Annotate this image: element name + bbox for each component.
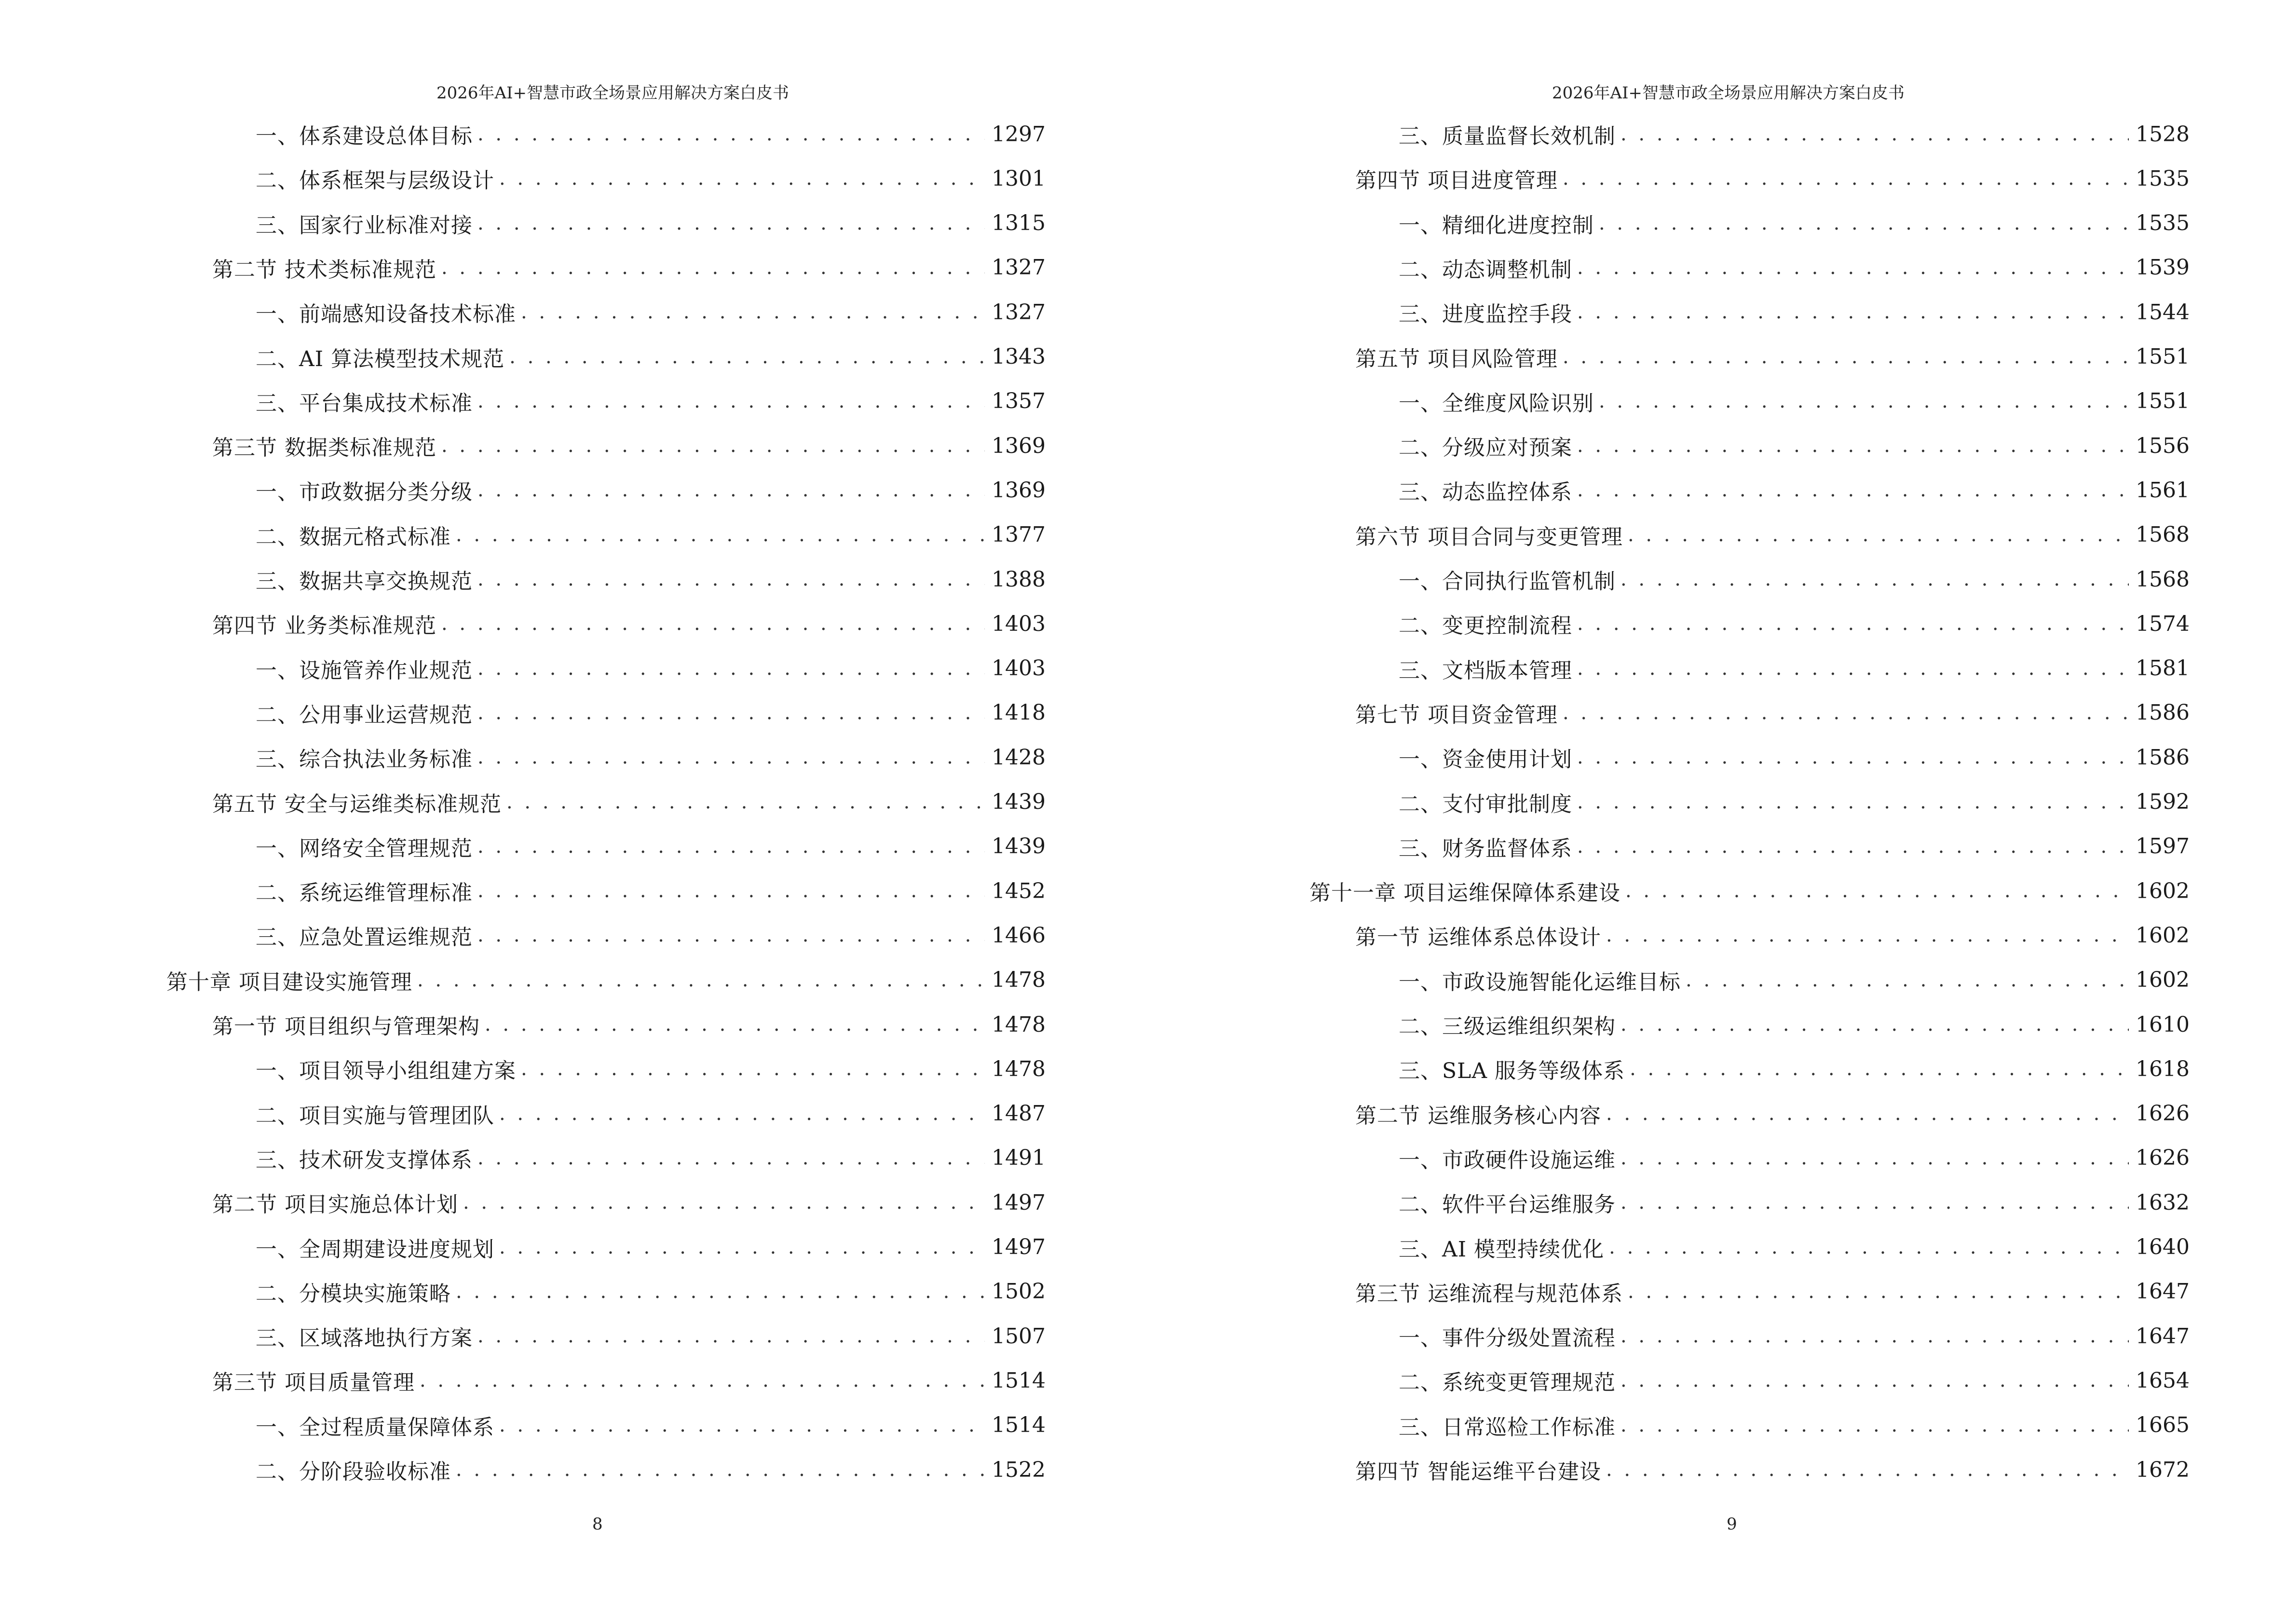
- toc-entry-title: 二、数据元格式标准: [256, 524, 451, 549]
- page-header: 2026年AI+智慧市政全场景应用解决方案白皮书: [436, 83, 789, 103]
- toc-entry-page-number: 1535: [2136, 211, 2190, 236]
- toc-entry-title: 三、文档版本管理: [1399, 658, 1572, 683]
- toc-entry[interactable]: [256, 1228, 1046, 1267]
- dot-leader: [1577, 791, 2129, 813]
- left-page: [0, 0, 1138, 1624]
- toc-entry-page-number: 1672: [2136, 1457, 2190, 1482]
- toc-entry-page-number: 1626: [2136, 1101, 2190, 1126]
- dot-leader: [1620, 1147, 2129, 1169]
- dot-leader: [477, 880, 985, 902]
- toc-entry-title: 三、进度监控手段: [1399, 302, 1572, 327]
- toc-entry-title: 第二节 项目实施总体计划: [212, 1192, 458, 1217]
- toc-entry-page-number: 1439: [992, 834, 1046, 859]
- toc-entry-title: 第六节 项目合同与变更管理: [1355, 524, 1623, 549]
- toc-entry-title: 第二节 运维服务核心内容: [1355, 1103, 1601, 1128]
- toc-entry[interactable]: [256, 1317, 1046, 1355]
- toc-entry-title: 三、国家行业标准对接: [256, 213, 473, 238]
- toc-entry[interactable]: [1399, 1228, 2190, 1267]
- toc-entry-title: 二、分阶段验收标准: [256, 1460, 451, 1484]
- toc-entry[interactable]: [1355, 159, 2190, 198]
- dot-leader: [1628, 1281, 2129, 1303]
- toc-entry-page-number: 1439: [992, 790, 1046, 814]
- dot-leader: [1577, 479, 2129, 501]
- toc-entry[interactable]: [1399, 1317, 2190, 1355]
- dot-leader: [521, 301, 985, 323]
- toc-entry[interactable]: [256, 382, 1046, 421]
- toc-entry-title: 三、SLA 服务等级体系: [1399, 1059, 1625, 1084]
- toc-entry-title: 第三节 运维流程与规范体系: [1355, 1281, 1623, 1306]
- toc-entry[interactable]: [1355, 1094, 2190, 1133]
- toc-entry[interactable]: [166, 961, 1046, 999]
- toc-entry-title: 三、财务监督体系: [1399, 836, 1572, 861]
- toc-entry-page-number: 1535: [2136, 166, 2190, 191]
- toc-entry-page-number: 1544: [2136, 300, 2190, 325]
- toc-entry[interactable]: [1399, 560, 2190, 599]
- toc-entry[interactable]: [212, 426, 1046, 465]
- toc-entry-page-number: 1369: [992, 478, 1046, 503]
- dot-leader: [1577, 746, 2129, 768]
- toc-entry-title: 三、数据共享交换规范: [256, 569, 473, 594]
- toc-entry-title: 一、精细化进度控制: [1399, 213, 1594, 238]
- toc-entry-title: 二、支付审批制度: [1399, 792, 1572, 817]
- toc-entry-title: 三、日常巡检工作标准: [1399, 1415, 1616, 1440]
- dot-leader: [1563, 702, 2129, 724]
- toc-entry[interactable]: [1399, 204, 2190, 243]
- toc-entry-page-number: 1466: [992, 923, 1046, 948]
- toc-entry[interactable]: [1399, 426, 2190, 465]
- dot-leader: [1606, 1103, 2129, 1125]
- toc-entry[interactable]: [1399, 293, 2190, 331]
- dot-leader: [477, 212, 985, 234]
- dot-leader: [499, 1103, 985, 1125]
- toc-entry[interactable]: [212, 1361, 1046, 1400]
- toc-entry-title: 第一节 运维体系总体设计: [1355, 925, 1601, 950]
- toc-entry[interactable]: [1399, 382, 2190, 421]
- toc-entry[interactable]: [256, 1272, 1046, 1311]
- toc-entry-page-number: 1377: [992, 522, 1046, 547]
- toc-entry-title: 第四节 业务类标准规范: [212, 614, 436, 639]
- dot-leader: [1577, 435, 2129, 457]
- toc-entry-page-number: 1327: [992, 255, 1046, 280]
- toc-entry-page-number: 1568: [2136, 567, 2190, 592]
- toc-entry-page-number: 1507: [992, 1324, 1046, 1349]
- toc-entry-page-number: 1528: [2136, 122, 2190, 147]
- toc-entry-page-number: 1403: [992, 656, 1046, 681]
- toc-entry-page-number: 1497: [992, 1190, 1046, 1215]
- toc-entry-page-number: 1388: [992, 567, 1046, 592]
- toc-entry-title: 二、项目实施与管理团队: [256, 1103, 494, 1128]
- dot-leader: [477, 390, 985, 412]
- toc-entry-title: 三、质量监督长效机制: [1399, 124, 1616, 149]
- toc-entry-title: 二、公用事业运营规范: [256, 702, 473, 727]
- toc-entry-page-number: 1514: [992, 1413, 1046, 1438]
- table-of-contents: [0, 0, 1138, 1624]
- toc-entry-title: 三、技术研发支撑体系: [256, 1147, 473, 1173]
- toc-entry-page-number: 1586: [2136, 700, 2190, 725]
- toc-entry[interactable]: [1399, 248, 2190, 287]
- toc-entry[interactable]: [256, 649, 1046, 688]
- toc-entry-title: 二、体系框架与层级设计: [256, 168, 494, 193]
- toc-entry-page-number: 1357: [992, 389, 1046, 414]
- toc-entry-title: 二、AI 算法模型技术规范: [256, 346, 505, 371]
- toc-entry-title: 第五节 安全与运维类标准规范: [212, 792, 502, 817]
- dot-leader: [1577, 657, 2129, 680]
- toc-entry[interactable]: [256, 738, 1046, 777]
- toc-entry-title: 一、全维度风险识别: [1399, 391, 1594, 416]
- toc-entry-page-number: 1428: [992, 745, 1046, 770]
- toc-entry-page-number: 1618: [2136, 1056, 2190, 1081]
- toc-entry-page-number: 1602: [2136, 923, 2190, 948]
- dot-leader: [477, 568, 985, 590]
- toc-entry[interactable]: [1399, 604, 2190, 643]
- toc-entry-title: 三、AI 模型持续优化: [1399, 1237, 1605, 1262]
- dot-leader: [1630, 1058, 2129, 1080]
- page-header: 2026年AI+智慧市政全场景应用解决方案白皮书: [1552, 83, 1905, 103]
- toc-entry[interactable]: [212, 248, 1046, 287]
- toc-entry-title: 第一节 项目组织与管理架构: [212, 1014, 480, 1039]
- toc-entry-title: 一、网络安全管理规范: [256, 836, 473, 861]
- dot-leader: [1599, 390, 2129, 412]
- toc-entry-title: 二、系统变更管理规范: [1399, 1370, 1616, 1395]
- toc-entry[interactable]: [256, 827, 1046, 866]
- toc-entry-page-number: 1592: [2136, 790, 2190, 814]
- toc-entry-title: 一、资金使用计划: [1399, 747, 1572, 772]
- dot-leader: [477, 1325, 985, 1347]
- toc-entry-title: 一、项目领导小组组建方案: [256, 1059, 516, 1084]
- toc-entry[interactable]: [256, 471, 1046, 509]
- toc-entry[interactable]: [1399, 1050, 2190, 1088]
- dot-leader: [441, 613, 985, 635]
- toc-entry-page-number: 1568: [2136, 522, 2190, 547]
- toc-entry-page-number: 1452: [992, 878, 1046, 903]
- toc-entry-title: 二、软件平台运维服务: [1399, 1192, 1616, 1217]
- toc-entry[interactable]: [1355, 1272, 2190, 1311]
- toc-entry[interactable]: [256, 872, 1046, 910]
- dot-leader: [1609, 1236, 2129, 1258]
- toc-entry-title: 二、动态调整机制: [1399, 257, 1572, 282]
- toc-entry[interactable]: [256, 159, 1046, 198]
- dot-leader: [1577, 835, 2129, 858]
- page-number: 9: [1727, 1515, 1737, 1534]
- toc-entry-title: 一、市政硬件设施运维: [1399, 1147, 1616, 1173]
- toc-entry[interactable]: [1355, 1450, 2190, 1489]
- dot-leader: [477, 702, 985, 724]
- toc-entry-title: 第七节 项目资金管理: [1355, 702, 1558, 727]
- toc-entry[interactable]: [1399, 649, 2190, 688]
- dot-leader: [1628, 524, 2129, 546]
- toc-entry-page-number: 1327: [992, 300, 1046, 325]
- toc-entry[interactable]: [212, 1005, 1046, 1044]
- toc-entry-page-number: 1514: [992, 1368, 1046, 1393]
- toc-entry-page-number: 1610: [2136, 1012, 2190, 1037]
- toc-entry-page-number: 1478: [992, 1056, 1046, 1081]
- toc-entry[interactable]: [256, 516, 1046, 554]
- toc-entry[interactable]: [256, 1450, 1046, 1489]
- toc-entry-title: 三、应急处置运维规范: [256, 925, 473, 950]
- toc-entry-title: 第三节 数据类标准规范: [212, 436, 436, 461]
- toc-entry-title: 二、系统运维管理标准: [256, 881, 473, 906]
- dot-leader: [477, 657, 985, 680]
- dot-leader: [477, 479, 985, 501]
- toc-entry[interactable]: [1399, 471, 2190, 509]
- toc-entry-title: 一、全过程质量保障体系: [256, 1415, 494, 1440]
- toc-entry-page-number: 1491: [992, 1146, 1046, 1171]
- toc-entry-page-number: 1497: [992, 1235, 1046, 1259]
- toc-entry-title: 第十章 项目建设实施管理: [166, 969, 412, 995]
- toc-entry[interactable]: [1399, 115, 2190, 153]
- toc-entry[interactable]: [1355, 338, 2190, 376]
- toc-entry-page-number: 1478: [992, 1012, 1046, 1037]
- toc-entry-page-number: 1301: [992, 166, 1046, 191]
- toc-entry-page-number: 1369: [992, 433, 1046, 458]
- right-page: [1138, 0, 2287, 1624]
- toc-entry-page-number: 1539: [2136, 255, 2190, 280]
- dot-leader: [441, 435, 985, 457]
- page-number: 8: [592, 1515, 603, 1534]
- dot-leader: [485, 1013, 985, 1036]
- toc-entry-page-number: 1403: [992, 611, 1046, 636]
- toc-entry-page-number: 1632: [2136, 1190, 2190, 1215]
- toc-entry-page-number: 1597: [2136, 834, 2190, 859]
- toc-entry-page-number: 1640: [2136, 1235, 2190, 1259]
- toc-entry-title: 三、区域落地执行方案: [256, 1326, 473, 1351]
- toc-entry[interactable]: [1355, 694, 2190, 732]
- toc-entry-title: 一、事件分级处置流程: [1399, 1326, 1616, 1351]
- toc-entry[interactable]: [1399, 961, 2190, 999]
- dot-leader: [1563, 346, 2129, 368]
- dot-leader: [1620, 1325, 2129, 1347]
- dot-leader: [1606, 924, 2129, 946]
- toc-entry-title: 第三节 项目质量管理: [212, 1370, 415, 1395]
- toc-entry[interactable]: [1399, 1406, 2190, 1445]
- dot-leader: [1620, 1191, 2129, 1214]
- toc-entry-page-number: 1654: [2136, 1368, 2190, 1393]
- toc-entry[interactable]: [1399, 827, 2190, 866]
- dot-leader: [477, 835, 985, 858]
- dot-leader: [1599, 212, 2129, 234]
- toc-entry[interactable]: [256, 1406, 1046, 1445]
- dot-leader: [477, 746, 985, 768]
- toc-entry-page-number: 1551: [2136, 389, 2190, 414]
- toc-entry-page-number: 1581: [2136, 656, 2190, 681]
- toc-entry[interactable]: [256, 338, 1046, 376]
- toc-entry[interactable]: [1399, 1183, 2190, 1222]
- dot-leader: [1577, 613, 2129, 635]
- toc-entry[interactable]: [1399, 738, 2190, 777]
- dot-leader: [456, 1281, 985, 1303]
- dot-leader: [417, 969, 985, 991]
- toc-entry-page-number: 1561: [2136, 478, 2190, 503]
- toc-entry[interactable]: [1309, 872, 2190, 910]
- toc-entry-title: 一、全周期建设进度规划: [256, 1237, 494, 1262]
- toc-entry[interactable]: [1399, 1005, 2190, 1044]
- dot-leader: [1577, 301, 2129, 323]
- toc-entry[interactable]: [256, 115, 1046, 153]
- dot-leader: [1620, 1369, 2129, 1392]
- dot-leader: [1686, 969, 2129, 991]
- dot-leader: [1625, 880, 2129, 902]
- toc-entry[interactable]: [212, 604, 1046, 643]
- toc-entry-page-number: 1315: [992, 211, 1046, 236]
- toc-entry-page-number: 1647: [2136, 1324, 2190, 1349]
- toc-entry-page-number: 1556: [2136, 433, 2190, 458]
- dot-leader: [499, 167, 985, 190]
- dot-leader: [420, 1369, 985, 1392]
- toc-entry-page-number: 1478: [992, 968, 1046, 993]
- toc-entry-page-number: 1602: [2136, 968, 2190, 993]
- toc-entry[interactable]: [1399, 783, 2190, 821]
- toc-entry[interactable]: [256, 694, 1046, 732]
- toc-entry[interactable]: [212, 783, 1046, 821]
- toc-entry-title: 三、动态监控体系: [1399, 480, 1572, 505]
- toc-entry-title: 一、体系建设总体目标: [256, 124, 473, 149]
- toc-entry[interactable]: [256, 1139, 1046, 1177]
- toc-entry-title: 一、市政设施智能化运维目标: [1399, 969, 1681, 995]
- table-of-contents: [1138, 0, 2287, 1624]
- toc-entry-page-number: 1602: [2136, 878, 2190, 903]
- toc-entry-title: 一、合同执行监管机制: [1399, 569, 1616, 594]
- dot-leader: [499, 1236, 985, 1258]
- toc-entry[interactable]: [256, 1050, 1046, 1088]
- toc-entry[interactable]: [256, 1094, 1046, 1133]
- toc-entry-title: 第十一章 项目运维保障体系建设: [1309, 881, 1620, 906]
- toc-entry[interactable]: [212, 1183, 1046, 1222]
- dot-leader: [1606, 1459, 2129, 1481]
- dot-leader: [456, 1459, 985, 1481]
- toc-entry-page-number: 1586: [2136, 745, 2190, 770]
- toc-entry[interactable]: [256, 293, 1046, 331]
- dot-leader: [1577, 257, 2129, 279]
- toc-entry-page-number: 1522: [992, 1457, 1046, 1482]
- toc-entry-page-number: 1647: [2136, 1279, 2190, 1304]
- dot-leader: [1620, 1013, 2129, 1036]
- dot-leader: [1620, 1414, 2129, 1436]
- toc-entry-title: 二、分模块实施策略: [256, 1281, 451, 1306]
- dot-leader: [463, 1191, 985, 1214]
- toc-entry[interactable]: [1355, 916, 2190, 955]
- dot-leader: [456, 524, 985, 546]
- toc-entry-title: 第五节 项目风险管理: [1355, 346, 1558, 371]
- toc-entry[interactable]: [256, 204, 1046, 243]
- toc-entry-page-number: 1502: [992, 1279, 1046, 1304]
- toc-entry-title: 一、前端感知设备技术标准: [256, 302, 516, 327]
- dot-leader: [477, 1147, 985, 1169]
- toc-entry[interactable]: [1355, 516, 2190, 554]
- toc-entry[interactable]: [256, 560, 1046, 599]
- toc-entry[interactable]: [1399, 1139, 2190, 1177]
- dot-leader: [477, 123, 985, 145]
- toc-entry-page-number: 1551: [2136, 344, 2190, 369]
- dot-leader: [506, 791, 985, 813]
- toc-entry-title: 一、市政数据分类分级: [256, 480, 473, 505]
- dot-leader: [1563, 167, 2129, 190]
- toc-entry-title: 二、分级应对预案: [1399, 436, 1572, 461]
- dot-leader: [477, 924, 985, 946]
- toc-entry-page-number: 1297: [992, 122, 1046, 147]
- toc-entry-page-number: 1487: [992, 1101, 1046, 1126]
- toc-entry-title: 第四节 项目进度管理: [1355, 168, 1558, 193]
- toc-entry-page-number: 1418: [992, 700, 1046, 725]
- toc-entry-title: 二、三级运维组织架构: [1399, 1014, 1616, 1039]
- toc-entry-page-number: 1626: [2136, 1146, 2190, 1171]
- dot-leader: [499, 1414, 985, 1436]
- dot-leader: [521, 1058, 985, 1080]
- toc-entry-title: 第二节 技术类标准规范: [212, 257, 436, 282]
- toc-entry-title: 三、平台集成技术标准: [256, 391, 473, 416]
- toc-entry-page-number: 1574: [2136, 611, 2190, 636]
- dot-leader: [509, 346, 985, 368]
- toc-entry-page-number: 1665: [2136, 1413, 2190, 1438]
- dot-leader: [1620, 123, 2129, 145]
- dot-leader: [441, 257, 985, 279]
- toc-entry[interactable]: [1399, 1361, 2190, 1400]
- dot-leader: [1620, 568, 2129, 590]
- toc-entry-title: 一、设施管养作业规范: [256, 658, 473, 683]
- toc-entry-title: 二、变更控制流程: [1399, 614, 1572, 639]
- toc-entry-title: 三、综合执法业务标准: [256, 747, 473, 772]
- toc-entry-title: 第四节 智能运维平台建设: [1355, 1460, 1601, 1484]
- toc-entry[interactable]: [256, 916, 1046, 955]
- toc-entry-page-number: 1343: [992, 344, 1046, 369]
